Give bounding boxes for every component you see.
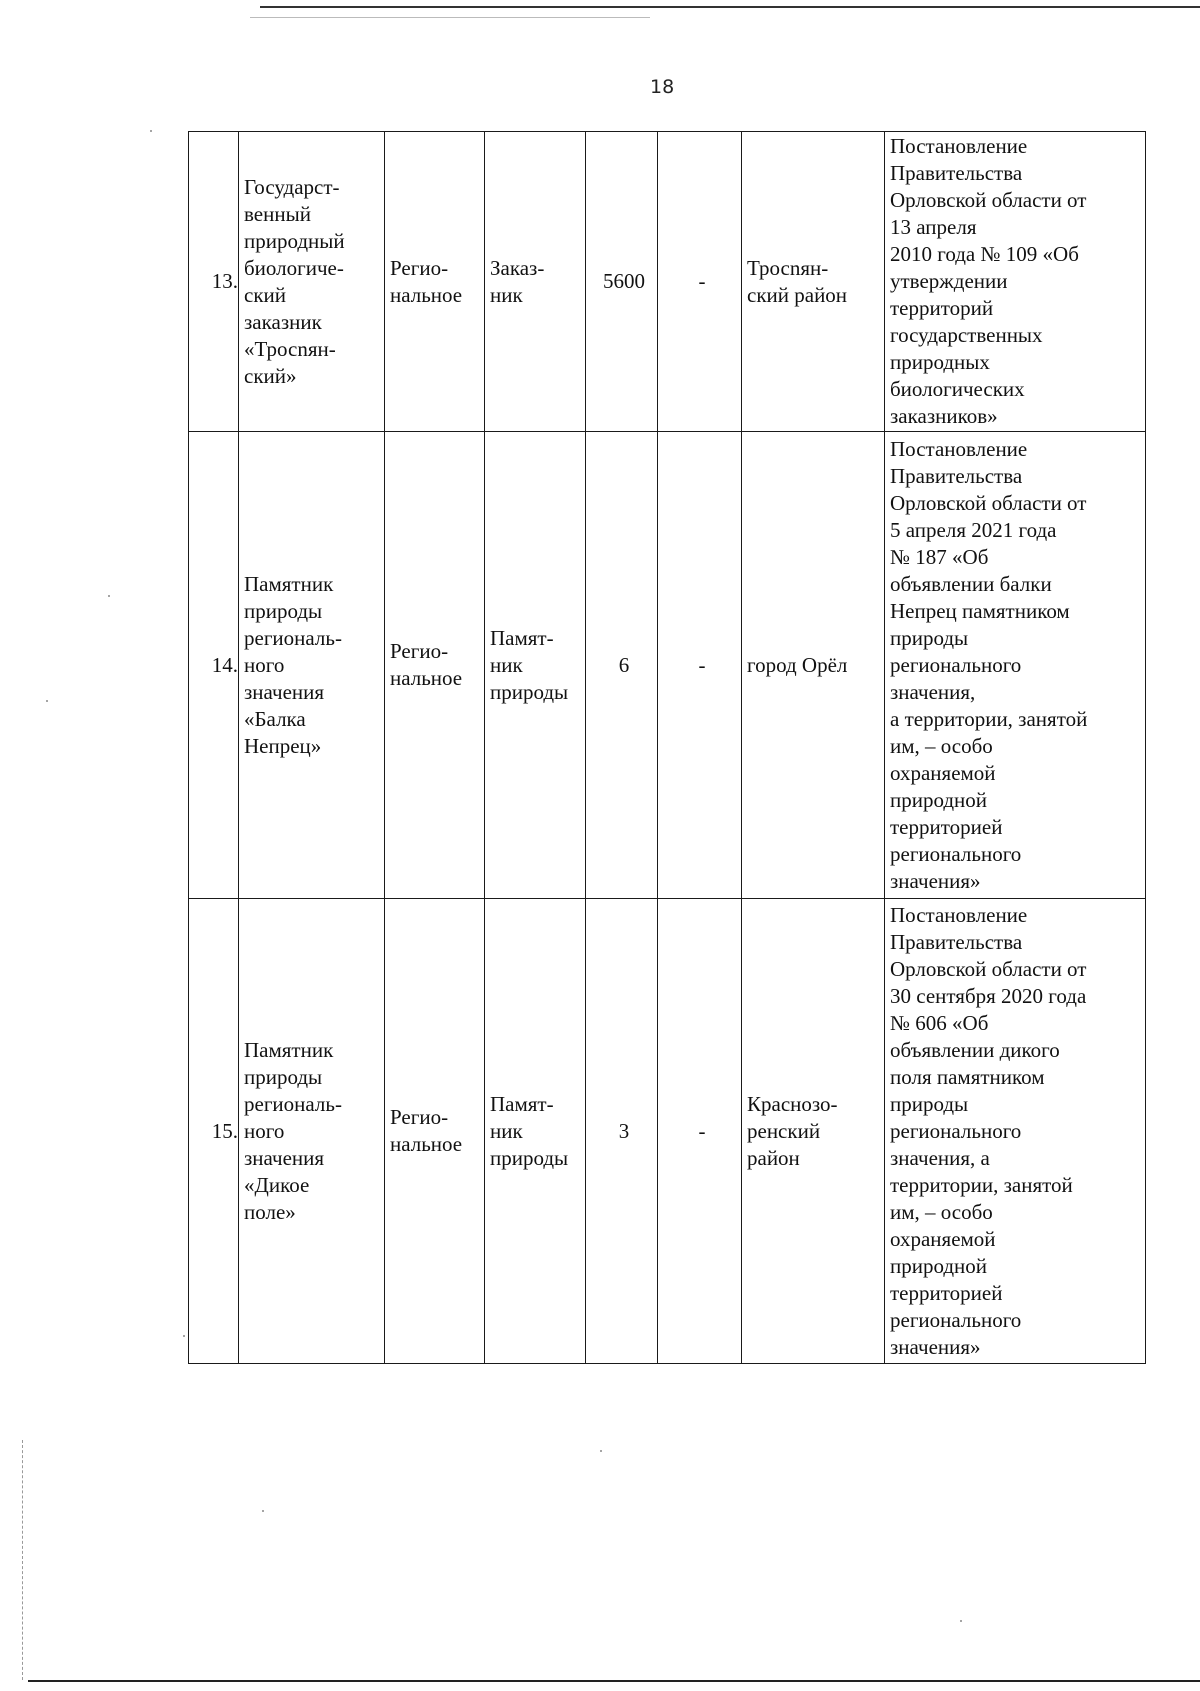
row-number: 13.	[189, 132, 239, 432]
location: город Орёл	[742, 432, 885, 899]
area-value: 5600	[586, 132, 658, 432]
category: Заказ- ник	[485, 132, 586, 432]
location: Краснозо- ренский район	[742, 899, 885, 1364]
scan-speck	[150, 130, 152, 132]
row-number: 14.	[189, 432, 239, 899]
page-number: 18	[650, 76, 675, 98]
category: Памят- ник природы	[485, 432, 586, 899]
table-row	[189, 132, 1146, 432]
table-row	[189, 432, 1146, 899]
area-name: Памятник природы региональ- ного значения «Балка Непрец»	[239, 432, 385, 899]
table-row	[189, 899, 1146, 1364]
location: Тросnян- ский район	[742, 132, 885, 432]
buffer-zone: -	[658, 432, 742, 899]
area-name: Памятник природы региональ- ного значения «Дикое поле»	[239, 899, 385, 1364]
buffer-zone: -	[658, 899, 742, 1364]
protected-areas-table	[188, 131, 1146, 1364]
scan-speck	[600, 1450, 602, 1452]
area-value: 6	[586, 432, 658, 899]
area-name: Государст- венный природный биологиче- ский заказник «Тросnян- ский»	[239, 132, 385, 432]
area-value: 3	[586, 899, 658, 1364]
category: Памят- ник природы	[485, 899, 586, 1364]
scan-speck	[46, 700, 48, 702]
scan-edge-mark	[22, 1440, 23, 1680]
scan-speck	[960, 1620, 962, 1622]
buffer-zone: -	[658, 132, 742, 432]
scan-speck	[183, 1335, 185, 1337]
scan-speck	[108, 595, 110, 597]
top-border-line	[260, 6, 1200, 8]
significance: Регио- нальное	[385, 432, 485, 899]
row-number: 15.	[189, 899, 239, 1364]
legal-document: Постановление Правительства Орловской области от 30 сентября 2020 года № 606 «Об объявлении дикого поля памятником природы регионального значения, а территории, занятой им, – особо охраняемой природной территорией регионального значения»	[885, 899, 1146, 1364]
legal-document: Постановление Правительства Орловской области от 13 апреля 2010 года № 109 «Об утверждении территорий государственных природных биологических заказников»	[885, 132, 1146, 432]
significance: Регио- нальное	[385, 132, 485, 432]
legal-document: Постановление Правительства Орловской области от 5 апреля 2021 года № 187 «Об объявлении балки Непрец памятником природы регионального значения, а территории, занятой им, – особо охраняемой природной территорией регионального значения»	[885, 432, 1146, 899]
top-scan-line	[250, 17, 650, 18]
significance: Регио- нальное	[385, 899, 485, 1364]
bottom-border-line	[28, 1680, 1200, 1682]
scan-speck	[262, 1510, 264, 1512]
